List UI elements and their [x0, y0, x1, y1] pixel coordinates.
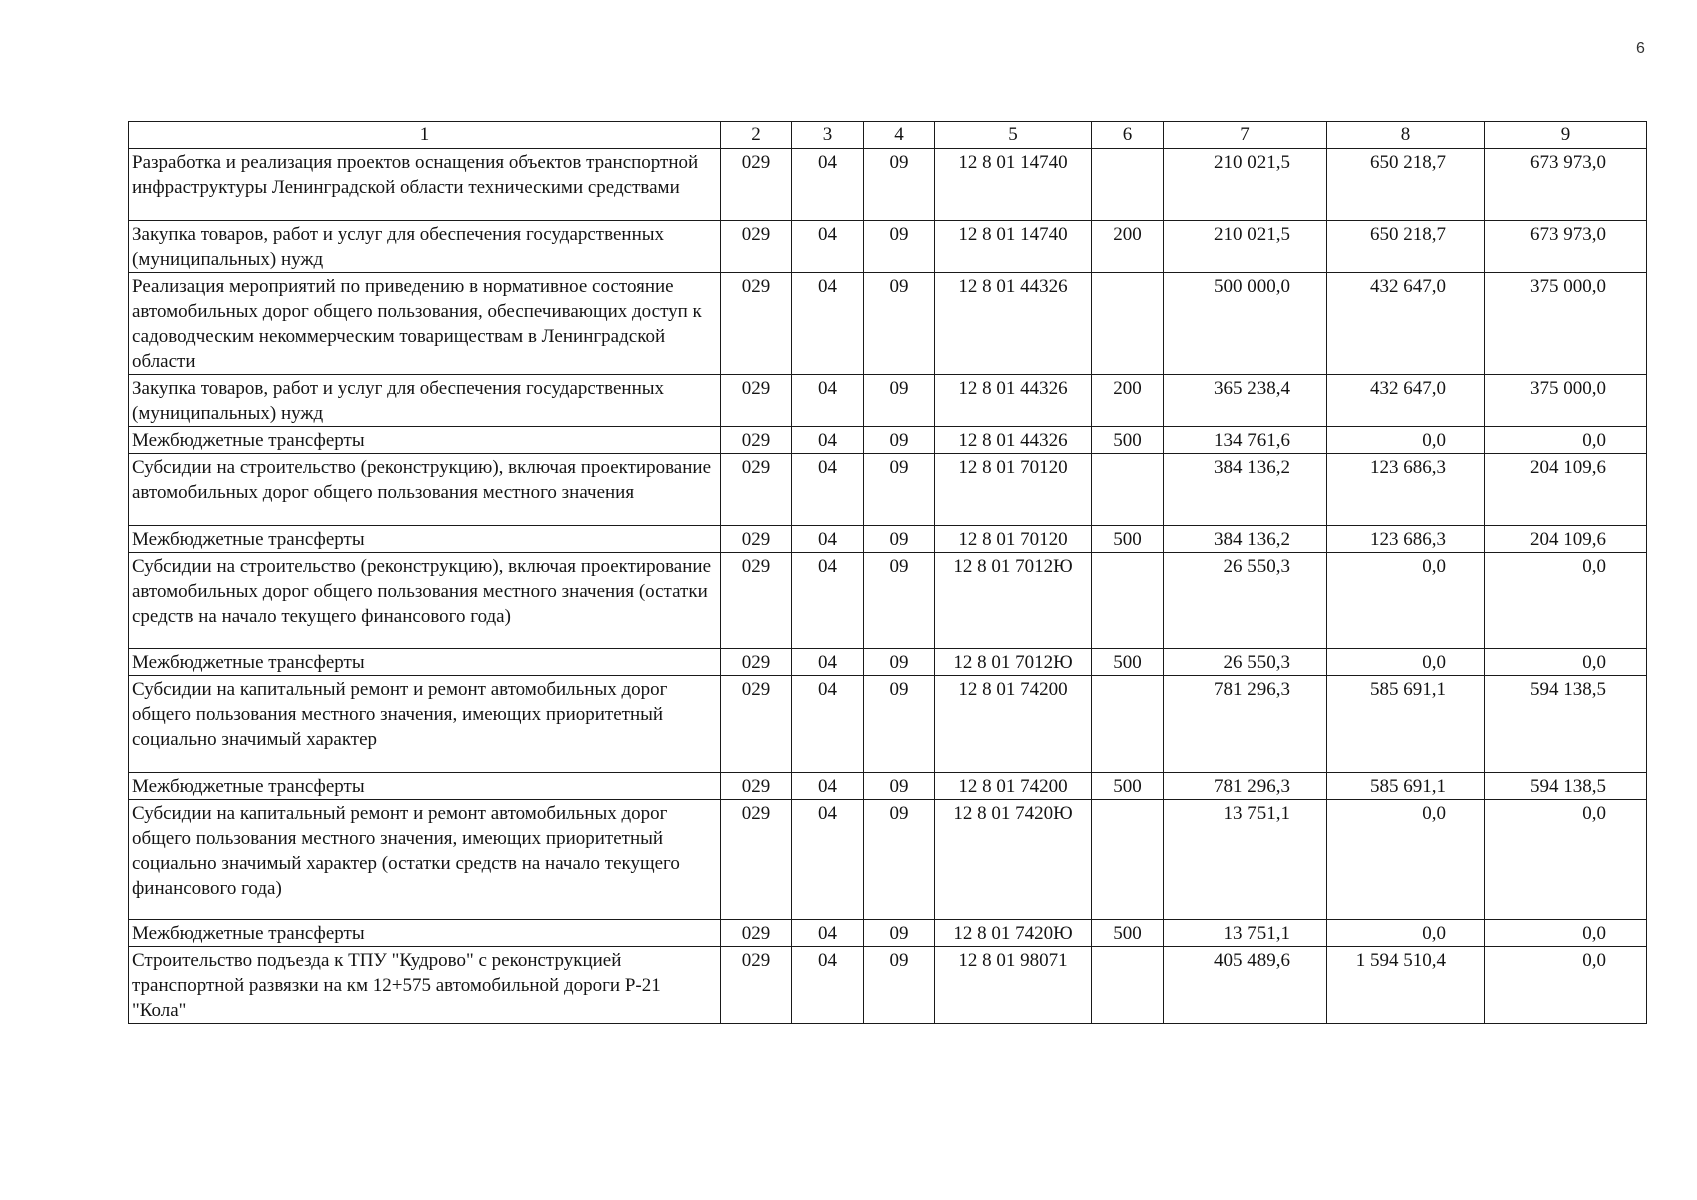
cell-expense-type: 500: [1092, 920, 1164, 947]
cell-amount-col8: 585 691,1: [1327, 676, 1485, 773]
cell-subsection: 09: [864, 649, 935, 676]
cell-admin-code: 029: [721, 454, 792, 526]
cell-amount-col9: 0,0: [1485, 553, 1647, 649]
cell-amount-col7: 405 489,6: [1164, 947, 1327, 1024]
cell-section: 04: [792, 221, 864, 273]
cell-amount-col9: 0,0: [1485, 649, 1647, 676]
table-row: [129, 273, 1647, 375]
cell-section: 04: [792, 947, 864, 1024]
cell-name: Субсидии на капитальный ремонт и ремонт автомобильных дорог общего пользования местного значения, имеющих приоритетный социально значимый характер: [129, 676, 721, 773]
cell-name: Закупка товаров, работ и услуг для обеспечения государственных (муниципальных) нужд: [129, 375, 721, 427]
cell-admin-code: 029: [721, 676, 792, 773]
page-number: 6: [1636, 40, 1645, 57]
table-row: [129, 947, 1647, 1024]
cell-target-article: 12 8 01 44326: [935, 427, 1092, 454]
cell-name: Субсидии на строительство (реконструкцию), включая проектирование автомобильных дорог общего пользования местного значения: [129, 454, 721, 526]
cell-admin-code: 029: [721, 649, 792, 676]
header-row: [129, 122, 1647, 149]
cell-subsection: 09: [864, 273, 935, 375]
cell-amount-col8: 585 691,1: [1327, 773, 1485, 800]
budget-table: [128, 121, 1647, 1024]
cell-name: Межбюджетные трансферты: [129, 920, 721, 947]
cell-subsection: 09: [864, 773, 935, 800]
cell-expense-type: 500: [1092, 526, 1164, 553]
cell-subsection: 09: [864, 920, 935, 947]
cell-amount-col7: 134 761,6: [1164, 427, 1327, 454]
cell-subsection: 09: [864, 221, 935, 273]
cell-expense-type: [1092, 454, 1164, 526]
cell-name: Закупка товаров, работ и услуг для обеспечения государственных (муниципальных) нужд: [129, 221, 721, 273]
column-header-6: 6: [1092, 122, 1164, 149]
table-row: [129, 221, 1647, 273]
cell-subsection: 09: [864, 454, 935, 526]
cell-admin-code: 029: [721, 526, 792, 553]
column-header-9: 9: [1485, 122, 1647, 149]
cell-section: 04: [792, 149, 864, 221]
cell-expense-type: 500: [1092, 773, 1164, 800]
cell-expense-type: 500: [1092, 427, 1164, 454]
cell-admin-code: 029: [721, 773, 792, 800]
table-row: [129, 149, 1647, 221]
cell-amount-col7: 781 296,3: [1164, 676, 1327, 773]
cell-amount-col8: 0,0: [1327, 800, 1485, 920]
cell-amount-col7: 384 136,2: [1164, 526, 1327, 553]
cell-amount-col8: 432 647,0: [1327, 375, 1485, 427]
cell-section: 04: [792, 454, 864, 526]
cell-amount-col9: 0,0: [1485, 920, 1647, 947]
table-row: [129, 375, 1647, 427]
cell-subsection: 09: [864, 149, 935, 221]
cell-admin-code: 029: [721, 149, 792, 221]
cell-target-article: 12 8 01 7420Ю: [935, 920, 1092, 947]
cell-subsection: 09: [864, 427, 935, 454]
cell-name: Субсидии на строительство (реконструкцию), включая проектирование автомобильных дорог общего пользования местного значения (остатки средств на начало текущего финансового года): [129, 553, 721, 649]
cell-amount-col8: 0,0: [1327, 649, 1485, 676]
cell-amount-col8: 650 218,7: [1327, 221, 1485, 273]
cell-admin-code: 029: [721, 273, 792, 375]
cell-name: Межбюджетные трансферты: [129, 427, 721, 454]
cell-target-article: 12 8 01 44326: [935, 273, 1092, 375]
cell-target-article: 12 8 01 44326: [935, 375, 1092, 427]
cell-expense-type: [1092, 553, 1164, 649]
table-row: [129, 526, 1647, 553]
cell-subsection: 09: [864, 676, 935, 773]
cell-subsection: 09: [864, 375, 935, 427]
cell-subsection: 09: [864, 947, 935, 1024]
cell-section: 04: [792, 427, 864, 454]
cell-name: Межбюджетные трансферты: [129, 526, 721, 553]
cell-amount-col7: 781 296,3: [1164, 773, 1327, 800]
cell-amount-col7: 13 751,1: [1164, 800, 1327, 920]
cell-target-article: 12 8 01 74200: [935, 773, 1092, 800]
table-body: [129, 149, 1647, 1024]
cell-name: Межбюджетные трансферты: [129, 773, 721, 800]
cell-target-article: 12 8 01 74200: [935, 676, 1092, 773]
column-header-3: 3: [792, 122, 864, 149]
cell-amount-col7: 13 751,1: [1164, 920, 1327, 947]
table-row: [129, 649, 1647, 676]
cell-admin-code: 029: [721, 553, 792, 649]
cell-admin-code: 029: [721, 800, 792, 920]
column-header-7: 7: [1164, 122, 1327, 149]
table-row: [129, 676, 1647, 773]
cell-amount-col9: 375 000,0: [1485, 273, 1647, 375]
cell-amount-col9: 673 973,0: [1485, 221, 1647, 273]
cell-target-article: 12 8 01 14740: [935, 221, 1092, 273]
cell-expense-type: 500: [1092, 649, 1164, 676]
cell-name: Строительство подъезда к ТПУ "Кудрово" с реконструкцией транспортной развязки на км 12+575 автомобильной дороги Р-21 "Кола": [129, 947, 721, 1024]
cell-amount-col8: 0,0: [1327, 920, 1485, 947]
cell-target-article: 12 8 01 70120: [935, 526, 1092, 553]
cell-subsection: 09: [864, 526, 935, 553]
cell-admin-code: 029: [721, 427, 792, 454]
cell-amount-col9: 0,0: [1485, 800, 1647, 920]
cell-admin-code: 029: [721, 375, 792, 427]
cell-amount-col7: 500 000,0: [1164, 273, 1327, 375]
cell-target-article: 12 8 01 7420Ю: [935, 800, 1092, 920]
cell-amount-col8: 123 686,3: [1327, 454, 1485, 526]
cell-amount-col7: 210 021,5: [1164, 149, 1327, 221]
cell-expense-type: 200: [1092, 375, 1164, 427]
cell-target-article: 12 8 01 70120: [935, 454, 1092, 526]
cell-amount-col9: 594 138,5: [1485, 676, 1647, 773]
cell-section: 04: [792, 920, 864, 947]
cell-expense-type: [1092, 800, 1164, 920]
table-header: [129, 122, 1647, 149]
cell-expense-type: [1092, 273, 1164, 375]
cell-target-article: 12 8 01 98071: [935, 947, 1092, 1024]
cell-amount-col9: 673 973,0: [1485, 149, 1647, 221]
cell-amount-col7: 384 136,2: [1164, 454, 1327, 526]
cell-section: 04: [792, 800, 864, 920]
cell-section: 04: [792, 649, 864, 676]
cell-target-article: 12 8 01 14740: [935, 149, 1092, 221]
cell-section: 04: [792, 676, 864, 773]
cell-amount-col8: 432 647,0: [1327, 273, 1485, 375]
column-header-2: 2: [721, 122, 792, 149]
cell-amount-col9: 0,0: [1485, 947, 1647, 1024]
cell-expense-type: [1092, 676, 1164, 773]
table-row: [129, 773, 1647, 800]
table-row: [129, 427, 1647, 454]
cell-amount-col8: 1 594 510,4: [1327, 947, 1485, 1024]
column-header-4: 4: [864, 122, 935, 149]
cell-section: 04: [792, 773, 864, 800]
cell-amount-col9: 204 109,6: [1485, 454, 1647, 526]
cell-section: 04: [792, 273, 864, 375]
table-row: [129, 454, 1647, 526]
cell-name: Межбюджетные трансферты: [129, 649, 721, 676]
column-header-5: 5: [935, 122, 1092, 149]
cell-amount-col7: 365 238,4: [1164, 375, 1327, 427]
table-row: [129, 800, 1647, 920]
cell-section: 04: [792, 553, 864, 649]
cell-admin-code: 029: [721, 920, 792, 947]
cell-amount-col8: 0,0: [1327, 553, 1485, 649]
cell-amount-col7: 210 021,5: [1164, 221, 1327, 273]
cell-name: Разработка и реализация проектов оснащения объектов транспортной инфраструктуры Ленинградской области техническими средствами: [129, 149, 721, 221]
column-header-1: 1: [129, 122, 721, 149]
cell-amount-col9: 204 109,6: [1485, 526, 1647, 553]
cell-expense-type: [1092, 947, 1164, 1024]
cell-amount-col8: 123 686,3: [1327, 526, 1485, 553]
cell-name: Субсидии на капитальный ремонт и ремонт автомобильных дорог общего пользования местного значения, имеющих приоритетный социально значимый характер (остатки средств на начало текущего финансового года): [129, 800, 721, 920]
column-header-8: 8: [1327, 122, 1485, 149]
cell-amount-col7: 26 550,3: [1164, 553, 1327, 649]
cell-target-article: 12 8 01 7012Ю: [935, 553, 1092, 649]
table-row: [129, 553, 1647, 649]
cell-amount-col7: 26 550,3: [1164, 649, 1327, 676]
cell-name: Реализация мероприятий по приведению в нормативное состояние автомобильных дорог общего пользования, обеспечивающих доступ к садоводческим некоммерческим товариществам в Ленинградской области: [129, 273, 721, 375]
cell-amount-col9: 594 138,5: [1485, 773, 1647, 800]
cell-amount-col8: 0,0: [1327, 427, 1485, 454]
cell-amount-col9: 0,0: [1485, 427, 1647, 454]
cell-subsection: 09: [864, 800, 935, 920]
cell-expense-type: [1092, 149, 1164, 221]
cell-section: 04: [792, 526, 864, 553]
cell-section: 04: [792, 375, 864, 427]
cell-target-article: 12 8 01 7012Ю: [935, 649, 1092, 676]
cell-subsection: 09: [864, 553, 935, 649]
cell-amount-col8: 650 218,7: [1327, 149, 1485, 221]
table-row: [129, 920, 1647, 947]
cell-expense-type: 200: [1092, 221, 1164, 273]
cell-admin-code: 029: [721, 221, 792, 273]
cell-amount-col9: 375 000,0: [1485, 375, 1647, 427]
cell-admin-code: 029: [721, 947, 792, 1024]
